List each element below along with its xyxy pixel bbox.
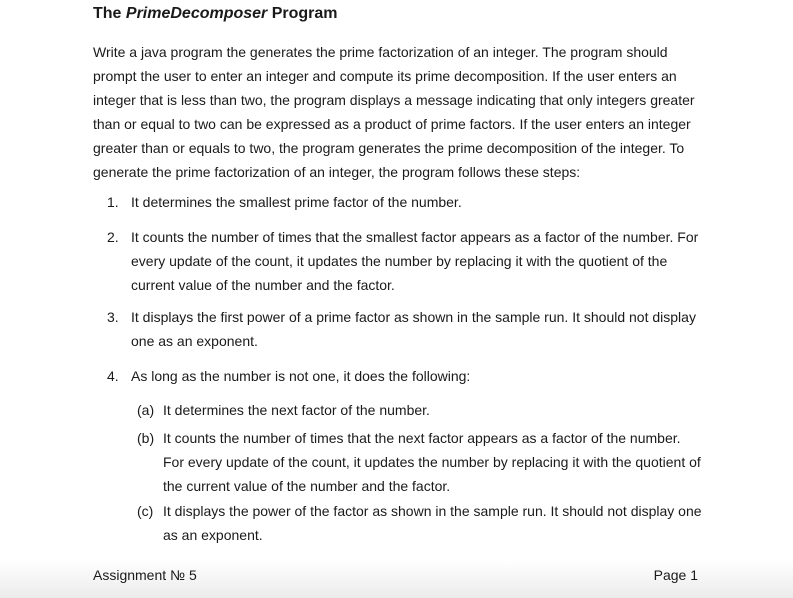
substep-a — [137, 398, 703, 422]
intro-paragraph: Write a java program the generates the prime factorization of an integer. The program should prompt the user to enter an integer and compute its prime decomposition. If the user enters an integer that is less than two, the program displays a message indicating that only integers greater than or equal to two can be expressed as a product of prime factors. If the user enters an integer greater than or equals to two, the program generates the prime decomposition of the integer. To generate the prime factorization of an integer, the program follows these steps: — [93, 44, 695, 180]
step-number: 4. — [107, 368, 119, 384]
step-number: 3. — [107, 309, 119, 325]
substep-text: It determines the next factor of the number. — [163, 402, 430, 418]
step-2 — [107, 225, 703, 297]
step-text: It displays the first power of a prime factor as shown in the sample run. It should not display one as an exponent. — [131, 309, 696, 349]
substep-c — [137, 499, 703, 547]
title-program-name: PrimeDecomposer — [125, 5, 268, 22]
substep-text: It displays the power of the factor as shown in the sample run. It should not display one as an exponent. — [163, 503, 702, 543]
step-text: As long as the number is not one, it does the following: — [131, 368, 471, 384]
step-4 — [107, 364, 703, 388]
substep-b — [137, 426, 703, 498]
footer-assignment-label: Assignment № 5 — [93, 567, 197, 583]
title-suffix: Program — [267, 5, 338, 22]
step-text: It counts the number of times that the smallest factor appears as a factor of the number. For every update of the count, it updates the number by replacing it with the quotient of the current value of the number and the factor. — [131, 229, 699, 293]
footer-page-number: Page 1 — [653, 567, 698, 583]
step-number: 1. — [107, 194, 119, 210]
step-3 — [107, 305, 703, 353]
page-title — [93, 5, 338, 23]
substep-label: (b) — [137, 430, 155, 446]
step-text: It determines the smallest prime factor of the number. — [131, 194, 462, 210]
step-number: 2. — [107, 229, 119, 245]
substep-label: (c) — [137, 503, 154, 519]
title-prefix: The — [93, 5, 126, 22]
step-1 — [107, 190, 703, 214]
substep-text: It counts the number of times that the next factor appears as a factor of the number. For every update of the count, it updates the number by replacing it with the quotient of the current value of the number and the factor. — [163, 430, 701, 494]
substep-label: (a) — [137, 402, 155, 418]
